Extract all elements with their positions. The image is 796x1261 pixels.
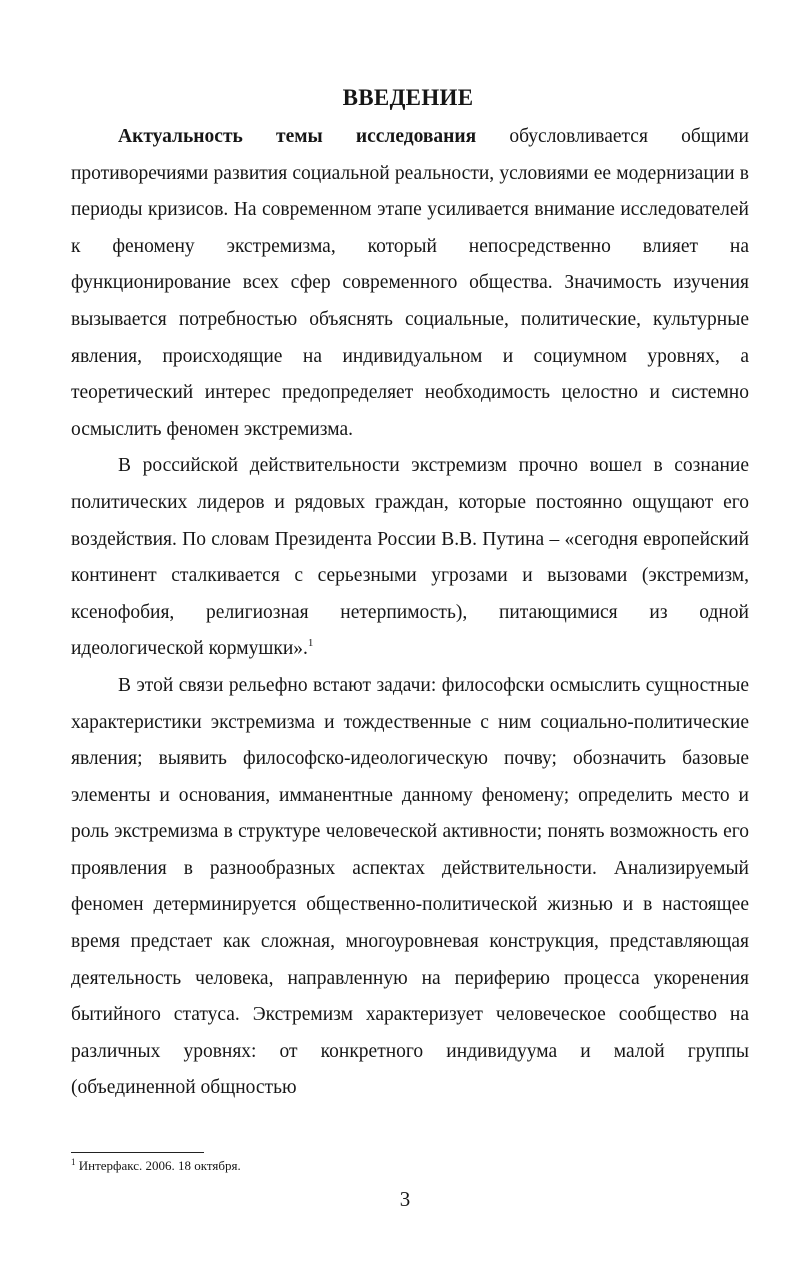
paragraph-3 <box>71 668 749 1107</box>
page-number: 3 <box>399 1187 411 1211</box>
footnote-text: Интерфакс. 2006. 18 октября. <box>75 1158 241 1173</box>
paragraph-1-text: обусловливается общими противоречиями развития социальной реальности, условиями ее модернизации в периоды кризисов. На современном этапе усиливается внимание исследователей к феномену экстремизма, который непосредственно влияет на функционирование всех сфер современного общества. Значимость изучения вызывается потребностью объяснять социальные, политические, культурные явления, происходящие на индивидуальном и социумном уровнях, а теоретический интерес предопределяет необходимость целостно и системно осмыслить феномен экстремизма. <box>71 126 749 440</box>
paragraph-2-text: В российской действительности экстремизм прочно вошел в сознание политических лидеров и рядовых граждан, которые постоянно ощущают его воздействия. По словам Президента России В.В. Путина – «сегодня европейский континент сталкивается с серьезными угрозами и вызовами (экстремизм, ксенофобия, религиозная нетерпимость), питающимися из одной идеологической кормушки». <box>71 455 749 660</box>
page-title: ВВЕДЕНИЕ <box>342 85 474 110</box>
paragraph-1 <box>71 119 749 448</box>
body-text <box>71 119 749 1107</box>
footnote <box>71 1157 241 1175</box>
footnote-divider <box>71 1152 204 1153</box>
footnote-mark: 1 <box>71 1157 76 1167</box>
footnote-reference: 1 <box>307 637 314 650</box>
bold-lead-phrase: Актуальность темы исследования <box>118 126 477 147</box>
paragraph-3-text: В этой связи рельефно встают задачи: философски осмыслить сущностные характеристики экстремизма и тождественные с ним социально-политические явления; выявить философско-идеологическую почву; обозначить базовые элементы и основания, имманентные данному феномену; определить место и роль экстремизма в структуре человеческой активности; понять возможность его проявления в разнообразных аспектах действительности. Анализируемый феномен детерминируется общественно-политической жизнью и в настоящее время предстает как сложная, многоуровневая конструкция, представляющая деятельность человека, направленную на периферию процесса укоренения бытийного статуса. Экстремизм характеризует человеческое сообщество на различных уровнях: от конкретного индивидуума и малой группы (объединенной общностью <box>71 674 749 1099</box>
paragraph-2 <box>71 448 749 668</box>
